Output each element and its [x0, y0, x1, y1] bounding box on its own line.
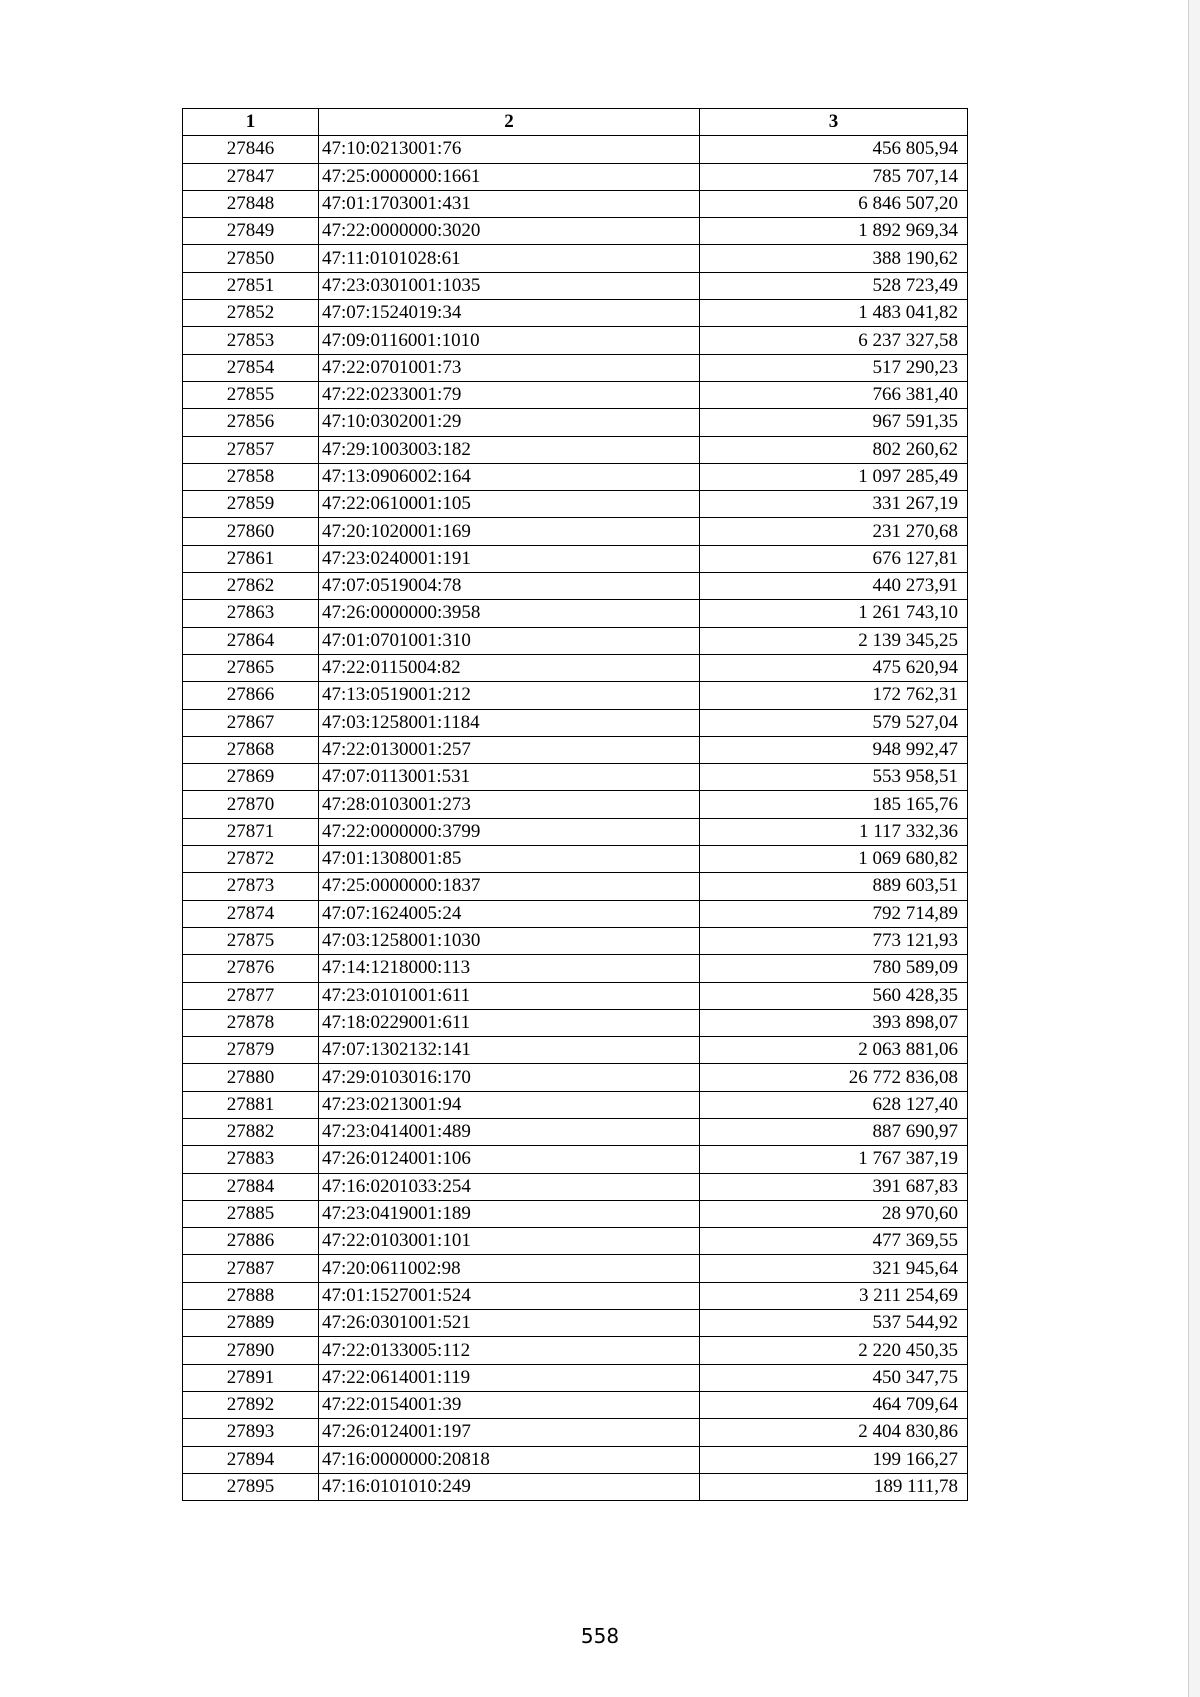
- value-cell: 579 527,04: [700, 709, 968, 736]
- cadastral-number-cell: 47:22:0115004:82: [319, 654, 700, 681]
- table-row: [183, 1146, 968, 1173]
- cadastral-number-cell: 47:23:0419001:189: [319, 1200, 700, 1227]
- table-row: [183, 682, 968, 709]
- row-number-cell: 27894: [183, 1446, 319, 1473]
- value-cell: 172 762,31: [700, 682, 968, 709]
- value-cell: 1 117 332,36: [700, 818, 968, 845]
- table-row: [183, 409, 968, 436]
- cadastral-number-cell: 47:11:0101028:61: [319, 245, 700, 272]
- table-row: [183, 1310, 968, 1337]
- value-cell: 2 139 345,25: [700, 627, 968, 654]
- value-cell: 792 714,89: [700, 900, 968, 927]
- table-row: [183, 354, 968, 381]
- value-cell: 6 237 327,58: [700, 327, 968, 354]
- cadastral-number-cell: 47:22:0614001:119: [319, 1364, 700, 1391]
- table-row: [183, 627, 968, 654]
- cadastral-number-cell: 47:07:0519004:78: [319, 573, 700, 600]
- cadastral-number-cell: 47:26:0301001:521: [319, 1310, 700, 1337]
- value-cell: 26 772 836,08: [700, 1064, 968, 1091]
- row-number-cell: 27866: [183, 682, 319, 709]
- table-row: [183, 245, 968, 272]
- cadastral-number-cell: 47:23:0101001:611: [319, 982, 700, 1009]
- table-row: [183, 927, 968, 954]
- table-row: [183, 327, 968, 354]
- table-row: [183, 846, 968, 873]
- value-cell: 464 709,64: [700, 1391, 968, 1418]
- value-cell: 440 273,91: [700, 573, 968, 600]
- cadastral-number-cell: 47:25:0000000:1661: [319, 163, 700, 190]
- value-cell: 231 270,68: [700, 518, 968, 545]
- value-cell: 785 707,14: [700, 163, 968, 190]
- value-cell: 773 121,93: [700, 927, 968, 954]
- value-cell: 889 603,51: [700, 873, 968, 900]
- table-row: [183, 518, 968, 545]
- table-row: [183, 1419, 968, 1446]
- table-row: [183, 136, 968, 163]
- table-row: [183, 600, 968, 627]
- cadastral-number-cell: 47:13:0906002:164: [319, 463, 700, 490]
- table-row: [183, 218, 968, 245]
- cadastral-number-cell: 47:22:0103001:101: [319, 1228, 700, 1255]
- row-number-cell: 27869: [183, 764, 319, 791]
- row-number-cell: 27882: [183, 1118, 319, 1145]
- row-number-cell: 27888: [183, 1282, 319, 1309]
- cadastral-number-cell: 47:22:0130001:257: [319, 736, 700, 763]
- row-number-cell: 27865: [183, 654, 319, 681]
- value-cell: 528 723,49: [700, 272, 968, 299]
- table-row: [183, 1118, 968, 1145]
- row-number-cell: 27853: [183, 327, 319, 354]
- row-number-cell: 27859: [183, 491, 319, 518]
- cadastral-number-cell: 47:28:0103001:273: [319, 791, 700, 818]
- table-row: [183, 381, 968, 408]
- table-row: [183, 654, 968, 681]
- cadastral-number-cell: 47:07:1624005:24: [319, 900, 700, 927]
- row-number-cell: 27892: [183, 1391, 319, 1418]
- cadastral-number-cell: 47:23:0414001:489: [319, 1118, 700, 1145]
- table-row: [183, 873, 968, 900]
- value-cell: 780 589,09: [700, 955, 968, 982]
- cadastral-number-cell: 47:07:1524019:34: [319, 300, 700, 327]
- value-cell: 967 591,35: [700, 409, 968, 436]
- value-cell: 1 767 387,19: [700, 1146, 968, 1173]
- cadastral-number-cell: 47:26:0124001:106: [319, 1146, 700, 1173]
- cadastral-number-cell: 47:18:0229001:611: [319, 1009, 700, 1036]
- table-header-row: [183, 109, 968, 136]
- value-cell: 887 690,97: [700, 1118, 968, 1145]
- table-header: [183, 109, 968, 136]
- row-number-cell: 27870: [183, 791, 319, 818]
- cadastral-number-cell: 47:07:1302132:141: [319, 1037, 700, 1064]
- table-row: [183, 1364, 968, 1391]
- value-cell: 517 290,23: [700, 354, 968, 381]
- value-cell: 393 898,07: [700, 1009, 968, 1036]
- value-cell: 475 620,94: [700, 654, 968, 681]
- row-number-cell: 27858: [183, 463, 319, 490]
- row-number-cell: 27867: [183, 709, 319, 736]
- cadastral-number-cell: 47:22:0154001:39: [319, 1391, 700, 1418]
- row-number-cell: 27863: [183, 600, 319, 627]
- value-cell: 1 261 743,10: [700, 600, 968, 627]
- value-cell: 6 846 507,20: [700, 190, 968, 217]
- value-cell: 2 220 450,35: [700, 1337, 968, 1364]
- value-cell: 456 805,94: [700, 136, 968, 163]
- row-number-cell: 27849: [183, 218, 319, 245]
- row-number-cell: 27871: [183, 818, 319, 845]
- table-row: [183, 818, 968, 845]
- column-header-1: 1: [183, 109, 319, 136]
- cadastral-number-cell: 47:01:0701001:310: [319, 627, 700, 654]
- table-row: [183, 955, 968, 982]
- row-number-cell: 27860: [183, 518, 319, 545]
- cadastral-number-cell: 47:01:1703001:431: [319, 190, 700, 217]
- cadastral-number-cell: 47:22:0701001:73: [319, 354, 700, 381]
- value-cell: 331 267,19: [700, 491, 968, 518]
- row-number-cell: 27854: [183, 354, 319, 381]
- row-number-cell: 27876: [183, 955, 319, 982]
- row-number-cell: 27856: [183, 409, 319, 436]
- value-cell: 2 063 881,06: [700, 1037, 968, 1064]
- table-body: [183, 136, 968, 1501]
- table-row: [183, 436, 968, 463]
- cadastral-number-cell: 47:25:0000000:1837: [319, 873, 700, 900]
- table-row: [183, 1064, 968, 1091]
- column-header-3: 3: [700, 109, 968, 136]
- cadastral-number-cell: 47:10:0302001:29: [319, 409, 700, 436]
- row-number-cell: 27891: [183, 1364, 319, 1391]
- cadastral-number-cell: 47:22:0610001:105: [319, 491, 700, 518]
- cadastral-number-cell: 47:16:0101010:249: [319, 1473, 700, 1500]
- cadastral-number-cell: 47:16:0000000:20818: [319, 1446, 700, 1473]
- value-cell: 1 069 680,82: [700, 846, 968, 873]
- row-number-cell: 27890: [183, 1337, 319, 1364]
- cadastral-number-cell: 47:03:1258001:1030: [319, 927, 700, 954]
- value-cell: 450 347,75: [700, 1364, 968, 1391]
- value-cell: 1 483 041,82: [700, 300, 968, 327]
- row-number-cell: 27875: [183, 927, 319, 954]
- cadastral-number-cell: 47:29:0103016:170: [319, 1064, 700, 1091]
- row-number-cell: 27851: [183, 272, 319, 299]
- value-cell: 391 687,83: [700, 1173, 968, 1200]
- value-cell: 948 992,47: [700, 736, 968, 763]
- cadastral-number-cell: 47:23:0301001:1035: [319, 272, 700, 299]
- table-row: [183, 1228, 968, 1255]
- table-row: [183, 573, 968, 600]
- row-number-cell: 27852: [183, 300, 319, 327]
- table-row: [183, 736, 968, 763]
- cadastral-number-cell: 47:20:0611002:98: [319, 1255, 700, 1282]
- cadastral-number-cell: 47:22:0233001:79: [319, 381, 700, 408]
- cadastral-number-cell: 47:22:0133005:112: [319, 1337, 700, 1364]
- cadastral-number-cell: 47:22:0000000:3020: [319, 218, 700, 245]
- value-cell: 676 127,81: [700, 545, 968, 572]
- cadastral-number-cell: 47:03:1258001:1184: [319, 709, 700, 736]
- value-cell: 3 211 254,69: [700, 1282, 968, 1309]
- row-number-cell: 27889: [183, 1310, 319, 1337]
- row-number-cell: 27847: [183, 163, 319, 190]
- table-row: [183, 1446, 968, 1473]
- cadastral-number-cell: 47:23:0240001:191: [319, 545, 700, 572]
- value-cell: 28 970,60: [700, 1200, 968, 1227]
- row-number-cell: 27895: [183, 1473, 319, 1500]
- table-row: [183, 272, 968, 299]
- table-row: [183, 300, 968, 327]
- row-number-cell: 27881: [183, 1091, 319, 1118]
- cadastral-number-cell: 47:01:1308001:85: [319, 846, 700, 873]
- value-cell: 477 369,55: [700, 1228, 968, 1255]
- row-number-cell: 27885: [183, 1200, 319, 1227]
- row-number-cell: 27846: [183, 136, 319, 163]
- row-number-cell: 27874: [183, 900, 319, 927]
- value-cell: 321 945,64: [700, 1255, 968, 1282]
- table-row: [183, 491, 968, 518]
- table-row: [183, 545, 968, 572]
- cadastral-number-cell: 47:10:0213001:76: [319, 136, 700, 163]
- row-number-cell: 27884: [183, 1173, 319, 1200]
- row-number-cell: 27855: [183, 381, 319, 408]
- table-row: [183, 1009, 968, 1036]
- value-cell: 628 127,40: [700, 1091, 968, 1118]
- table-row: [183, 791, 968, 818]
- table-row: [183, 190, 968, 217]
- value-cell: 189 111,78: [700, 1473, 968, 1500]
- cadastral-number-cell: 47:26:0124001:197: [319, 1419, 700, 1446]
- row-number-cell: 27877: [183, 982, 319, 1009]
- table-row: [183, 709, 968, 736]
- row-number-cell: 27879: [183, 1037, 319, 1064]
- table-row: [183, 1473, 968, 1500]
- cadastral-number-cell: 47:14:1218000:113: [319, 955, 700, 982]
- data-table: [182, 108, 968, 1501]
- table-row: [183, 1091, 968, 1118]
- row-number-cell: 27873: [183, 873, 319, 900]
- table-row: [183, 982, 968, 1009]
- table-row: [183, 1173, 968, 1200]
- row-number-cell: 27872: [183, 846, 319, 873]
- cadastral-number-cell: 47:13:0519001:212: [319, 682, 700, 709]
- value-cell: 1 892 969,34: [700, 218, 968, 245]
- table-row: [183, 1337, 968, 1364]
- table-row: [183, 900, 968, 927]
- row-number-cell: 27861: [183, 545, 319, 572]
- value-cell: 2 404 830,86: [700, 1419, 968, 1446]
- table-row: [183, 764, 968, 791]
- cadastral-number-cell: 47:16:0201033:254: [319, 1173, 700, 1200]
- table-row: [183, 163, 968, 190]
- cadastral-number-cell: 47:23:0213001:94: [319, 1091, 700, 1118]
- table-row: [183, 1282, 968, 1309]
- cadastral-number-cell: 47:09:0116001:1010: [319, 327, 700, 354]
- page-edge-divider: [1188, 0, 1200, 1697]
- row-number-cell: 27864: [183, 627, 319, 654]
- row-number-cell: 27857: [183, 436, 319, 463]
- value-cell: 766 381,40: [700, 381, 968, 408]
- value-cell: 388 190,62: [700, 245, 968, 272]
- value-cell: 802 260,62: [700, 436, 968, 463]
- value-cell: 537 544,92: [700, 1310, 968, 1337]
- table-row: [183, 1255, 968, 1282]
- value-cell: 553 958,51: [700, 764, 968, 791]
- table-row: [183, 1200, 968, 1227]
- row-number-cell: 27893: [183, 1419, 319, 1446]
- cadastral-number-cell: 47:07:0113001:531: [319, 764, 700, 791]
- value-cell: 199 166,27: [700, 1446, 968, 1473]
- cadastral-number-cell: 47:22:0000000:3799: [319, 818, 700, 845]
- table-row: [183, 1037, 968, 1064]
- value-cell: 560 428,35: [700, 982, 968, 1009]
- row-number-cell: 27880: [183, 1064, 319, 1091]
- cadastral-number-cell: 47:26:0000000:3958: [319, 600, 700, 627]
- row-number-cell: 27868: [183, 736, 319, 763]
- page-number: 558: [580, 1624, 620, 1648]
- value-cell: 1 097 285,49: [700, 463, 968, 490]
- row-number-cell: 27886: [183, 1228, 319, 1255]
- row-number-cell: 27850: [183, 245, 319, 272]
- row-number-cell: 27883: [183, 1146, 319, 1173]
- value-cell: 185 165,76: [700, 791, 968, 818]
- cadastral-number-cell: 47:01:1527001:524: [319, 1282, 700, 1309]
- row-number-cell: 27887: [183, 1255, 319, 1282]
- row-number-cell: 27848: [183, 190, 319, 217]
- cadastral-number-cell: 47:29:1003003:182: [319, 436, 700, 463]
- table-row: [183, 1391, 968, 1418]
- row-number-cell: 27862: [183, 573, 319, 600]
- row-number-cell: 27878: [183, 1009, 319, 1036]
- column-header-2: 2: [319, 109, 700, 136]
- cadastral-number-cell: 47:20:1020001:169: [319, 518, 700, 545]
- table-row: [183, 463, 968, 490]
